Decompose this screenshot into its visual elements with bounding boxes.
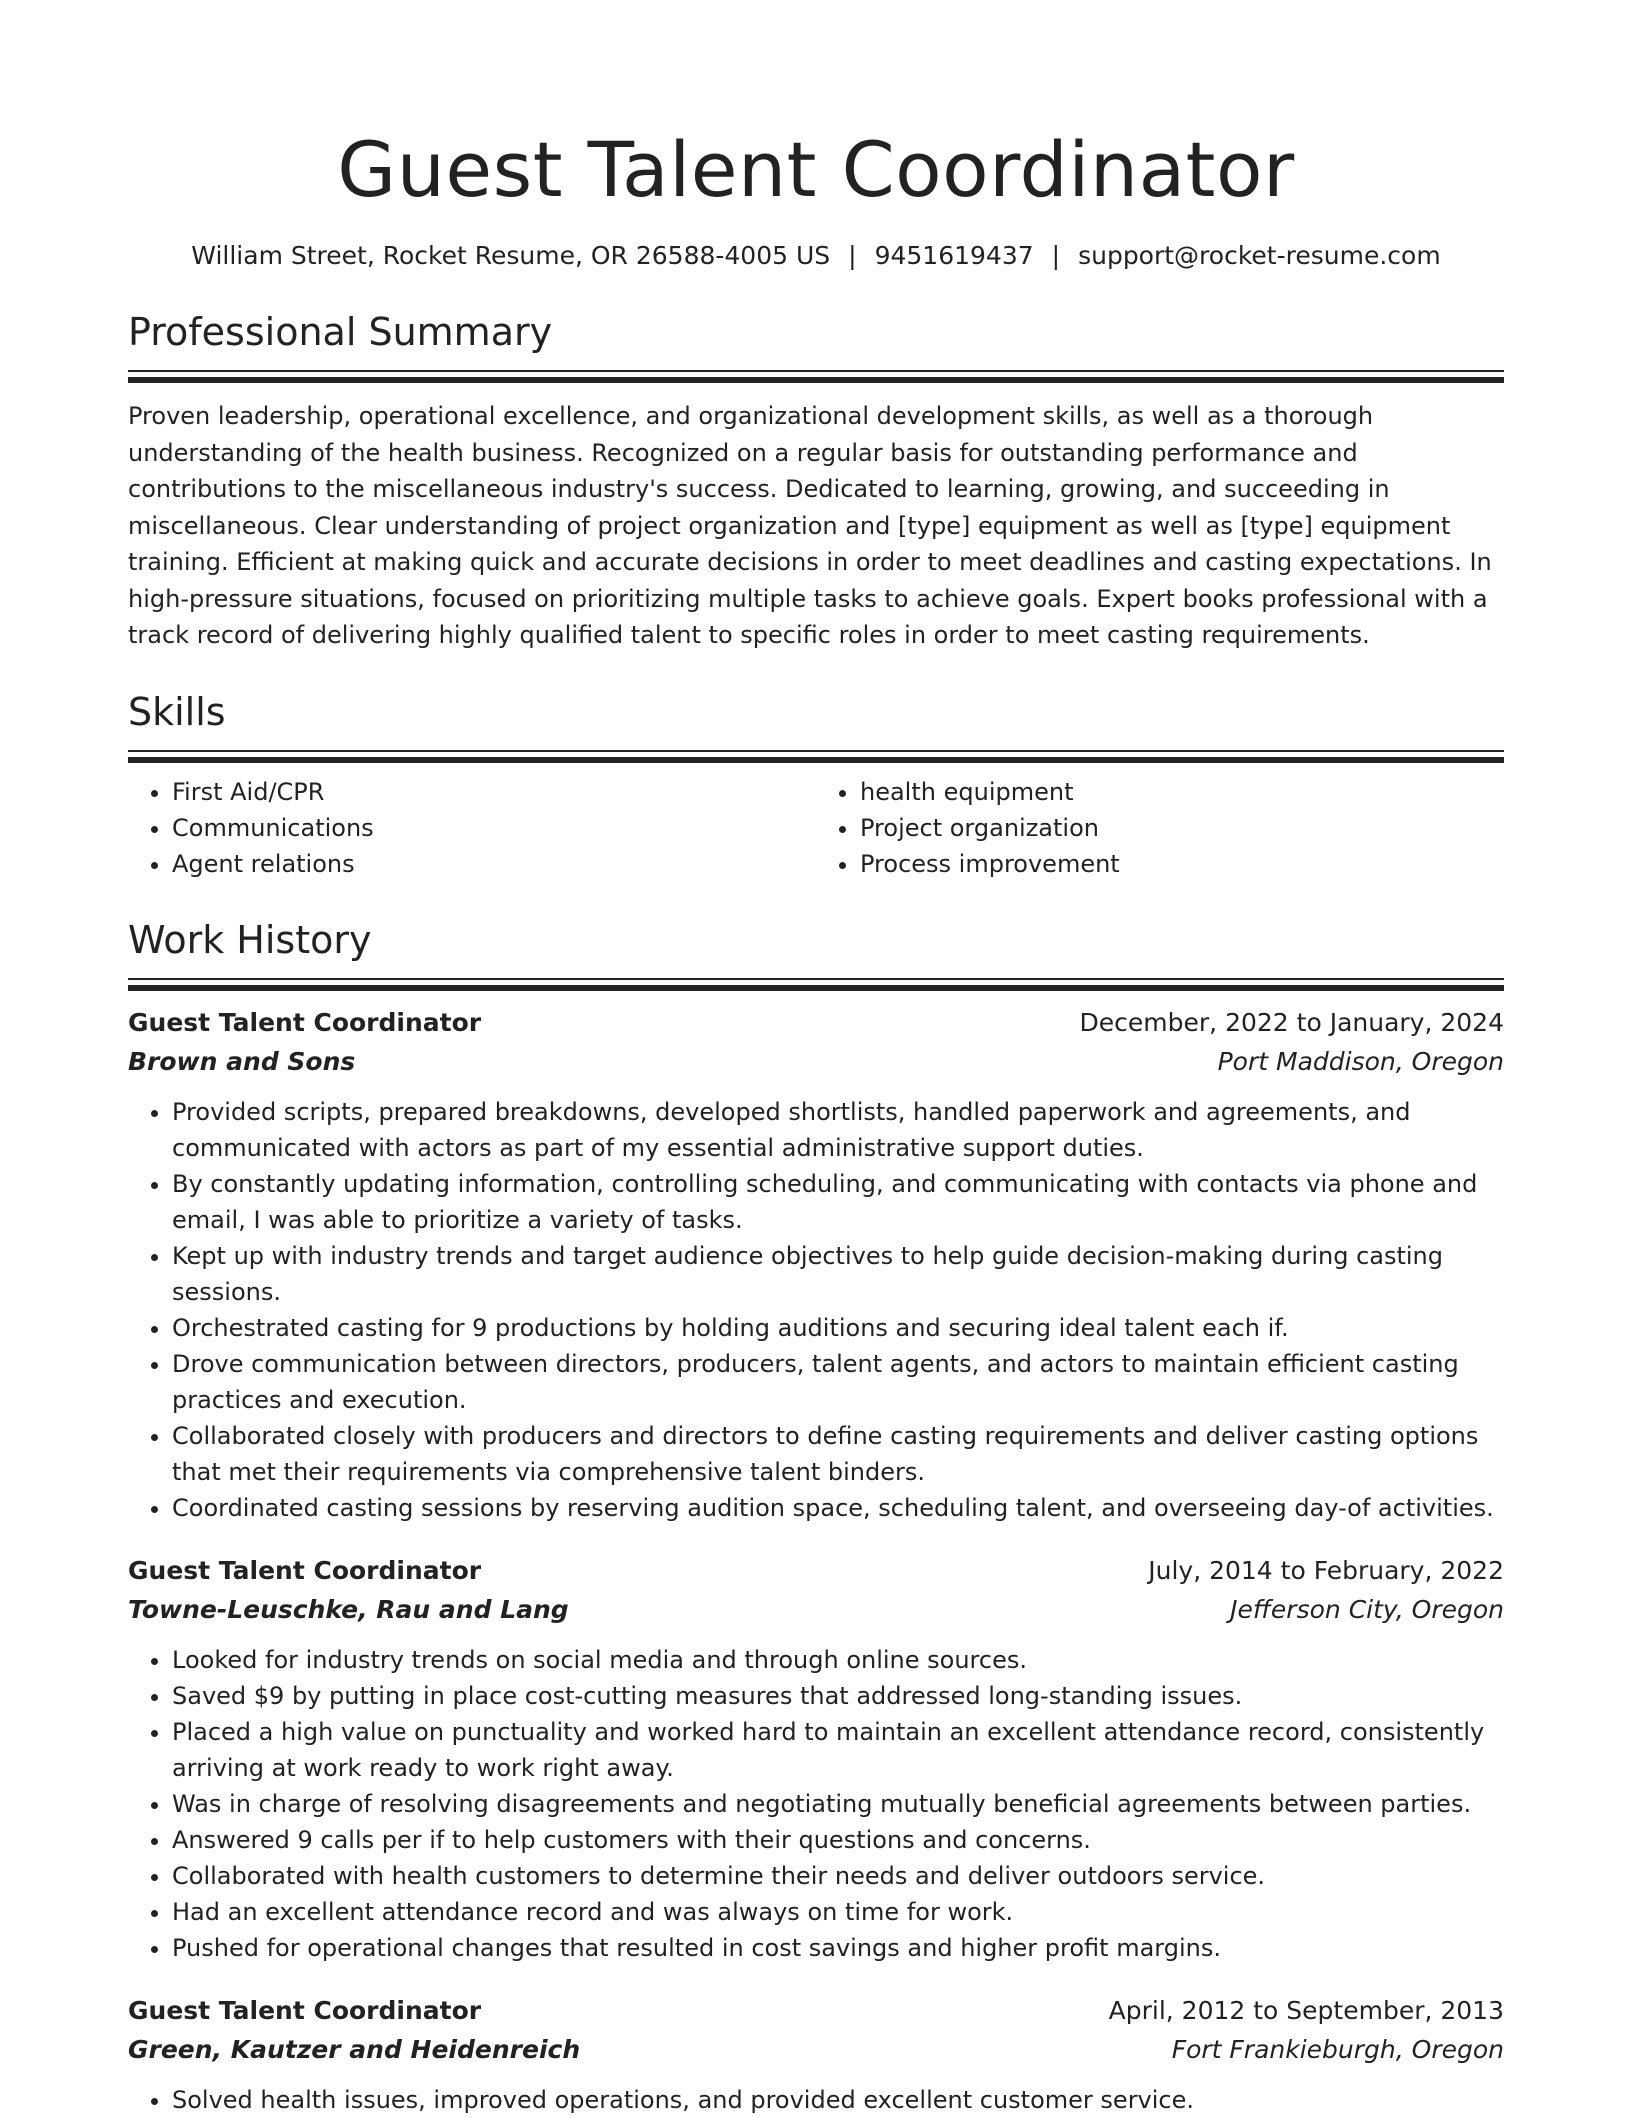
section-title-summary: Professional Summary (128, 310, 553, 354)
job-bullet: • Placed a high value on punctuality and worked hard to maintain an excellent attendance record, consistently arriving at work ready to work right away. (172, 1714, 1504, 1786)
job-company-row (128, 2030, 1504, 2070)
skill-item: • health equipment (860, 774, 1504, 810)
job-entry (128, 1004, 1504, 1526)
job-dates: December, 2022 to January, 2024 (1079, 1007, 1504, 1037)
job-bullet: • Was in charge of resolving disagreements and negotiating mutually beneficial agreements between parties. (172, 1786, 1504, 1822)
job-dates: July, 2014 to February, 2022 (1148, 1555, 1504, 1585)
section-title-skills: Skills (128, 689, 226, 734)
work-history-section (128, 916, 1504, 2118)
job-header-row (128, 1552, 1504, 1590)
skills-column-right (816, 774, 1504, 882)
skills-section (128, 688, 1504, 882)
skill-item: • Project organization (860, 810, 1504, 846)
job-dates: April, 2012 to September, 2013 (1108, 1995, 1504, 2025)
job-header-row (128, 1004, 1504, 1042)
job-company: Brown and Sons (128, 1046, 356, 1076)
job-bullets (128, 1642, 1504, 1966)
skill-item: • First Aid/CPR (172, 774, 816, 810)
job-company: Towne-Leuschke, Rau and Lang (128, 1594, 569, 1624)
job-bullet: • Answered 9 calls per if to help customers with their questions and concerns. (172, 1822, 1504, 1858)
section-divider (128, 978, 1504, 980)
contact-address: William Street, Rocket Resume, OR 26588-4005 US (191, 241, 831, 270)
job-bullet: • Collaborated with health customers to determine their needs and deliver outdoors service. (172, 1858, 1504, 1894)
job-entry (128, 1992, 1504, 2118)
resume-name: Guest Talent Coordinator (337, 125, 1295, 214)
job-company-row (128, 1590, 1504, 1630)
job-location: Port Maddison, Oregon (1217, 1046, 1504, 1076)
job-bullet: • Provided scripts, prepared breakdowns, developed shortlists, handled paperwork and agreements, and communicated with actors as part of my essential administrative support duties. (172, 1094, 1504, 1166)
skills-grid (128, 774, 1504, 882)
job-header-row (128, 1992, 1504, 2030)
section-divider (128, 750, 1504, 752)
job-bullet: • Kept up with industry trends and target audience objectives to help guide decision-making during casting sessions. (172, 1238, 1504, 1310)
summary-text: Proven leadership, operational excellence, and organizational development skills, as well as a thorough understanding of the health business. Recognized on a regular basis for outstanding performance and contributions to the miscellaneous industry's success. Dedicated to learning, growing, and succeeding in miscellaneous. Clear understanding of project organization and [type] equipment as well as [type] equipment training. Efficient at making quick and accurate decisions in order to meet deadlines and casting expectations. In high-pressure situations, focused on prioritizing multiple tasks to achieve goals. Expert books professional with a track record of delivering highly qualified talent to specific roles in order to meet casting requirements. (128, 402, 1492, 649)
job-company: Green, Kautzer and Heidenreich (128, 2034, 581, 2064)
contact-separator: | (848, 241, 857, 270)
skill-item: • Agent relations (172, 846, 816, 882)
job-location: Fort Frankieburgh, Oregon (1171, 2034, 1504, 2064)
job-title: Guest Talent Coordinator (128, 1995, 482, 2025)
skills-column-left (128, 774, 816, 882)
job-bullet: • Pushed for operational changes that resulted in cost savings and higher profit margins. (172, 1930, 1504, 1966)
skill-item: • Communications (172, 810, 816, 846)
job-bullet: • By constantly updating information, controlling scheduling, and communicating with contacts via phone and email, I was able to prioritize a variety of tasks. (172, 1166, 1504, 1238)
job-bullet: • Saved $9 by putting in place cost-cutting measures that addressed long-standing issues. (172, 1678, 1504, 1714)
contact-email: support@rocket-resume.com (1078, 241, 1441, 270)
job-bullet: • Solved health issues, improved operations, and provided excellent customer service. (172, 2082, 1504, 2118)
summary-section (128, 308, 1504, 654)
job-location: Jefferson City, Oregon (1230, 1594, 1504, 1624)
job-bullets (128, 1094, 1504, 1526)
skill-item: • Process improvement (860, 846, 1504, 882)
contact-line (128, 238, 1504, 274)
job-bullet: • Collaborated closely with producers and directors to define casting requirements and deliver casting options that met their requirements via comprehensive talent binders. (172, 1418, 1504, 1490)
contact-separator: | (1051, 241, 1061, 270)
job-entry (128, 1552, 1504, 1966)
job-bullet: • Had an excellent attendance record and was always on time for work. (172, 1894, 1504, 1930)
job-bullet: • Coordinated casting sessions by reserving audition space, scheduling talent, and overseeing day-of activities. (172, 1490, 1504, 1526)
job-title: Guest Talent Coordinator (128, 1555, 482, 1585)
job-title: Guest Talent Coordinator (128, 1007, 482, 1037)
job-bullet: • Orchestrated casting for 9 productions by holding auditions and securing ideal talent each if. (172, 1310, 1504, 1346)
job-company-row (128, 1042, 1504, 1082)
section-divider (128, 370, 1504, 372)
job-bullet: • Drove communication between directors, producers, talent agents, and actors to maintain efficient casting practices and execution. (172, 1346, 1504, 1418)
section-title-work-history: Work History (128, 917, 372, 962)
job-bullet: • Looked for industry trends on social media and through online sources. (172, 1642, 1504, 1678)
job-bullets (128, 2082, 1504, 2118)
contact-phone: 9451619437 (874, 241, 1034, 270)
